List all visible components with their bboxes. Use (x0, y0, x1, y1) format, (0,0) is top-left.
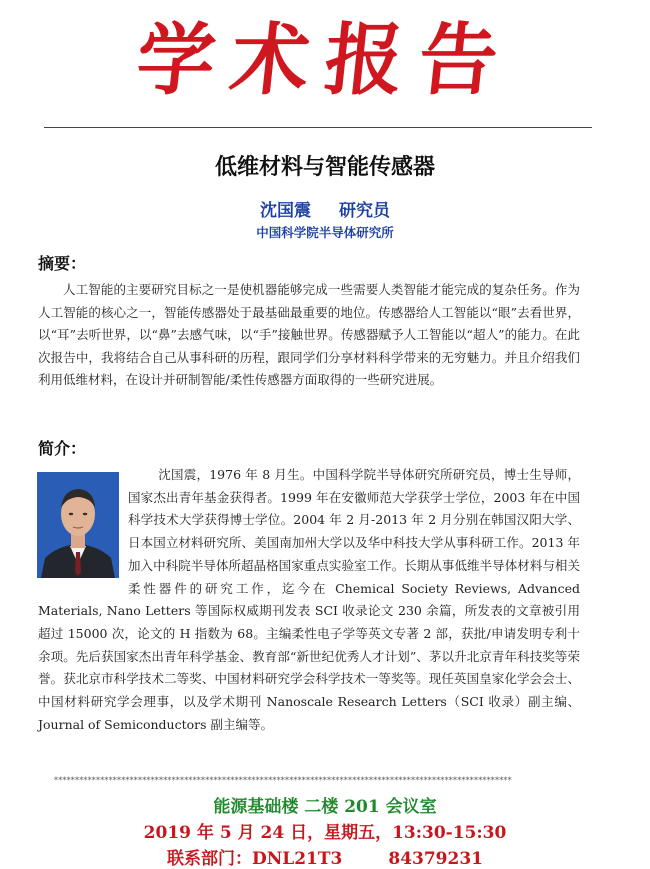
abstract-text: 人工智能的主要研究目标之一是使机器能够完成一些需要人类智能才能完成的复杂任务。作为人工智能的核心之一，智能传感器处于最基础最重要的地位。传感器给人工智能以“眼”去看世界，以“耳”去听世界，以“鼻”去感气味，以“手”接触世界。传感器赋予人工智能以“超人”的能力。在此次报告中，我将结合自己从事科研的历程，跟同学们分享材料科学带来的无穷魅力。并且介绍我们利用低维材料，在设计并研制智能/柔性传感器方面取得的一些研究进展。 (38, 282, 580, 388)
poster-title: 学术报告 (132, 15, 518, 106)
bio-body: 沈国震，1976 年 8 月生。中国科学院半导体研究所研究员，博士生导师，国家杰出青年基金获得者。1999 年在安徽师范大学获学士学位，2003 年在中国科学技术大学获得博士学位。2004 年 2 月-2013 年 2 月分别在韩国汉阳大学、日本国立材料研究所、美国南加州大学以及华中科技大学从事科研工作。2013 年加入中科院半导体所超晶格国家重点实验室工作。长期从事低维半导体材料与相关柔性器件的研究工作，迄今在 Chemical Society Reviews, Advanced Materials, Nano Letters 等国际权威期刊发表 SCI 收录论文 230 余篇，所发表的文章被引用超过 15000 次，论文的 H 指数为 68。主编柔性电子学等英文专著 2 部，获批/申请发明专利十余项。先后获国家杰出青年科学基金、教育部“新世纪优秀人才计划”、茅以升北京青年科技奖等荣誉。获北京市科学技术二等奖、中国材料研究学会科学技术一等奖等。现任英国皇家化学会会士、中国材料研究学会理事，以及学术期刊 Nanoscale Research Letters（SCI 收录）副主编、Journal of Semiconductors 副主编等。 (38, 467, 580, 732)
speaker-line (0, 196, 650, 221)
contact-phone: 84379231 (388, 849, 483, 869)
event-datetime: 2019 年 5 月 24 日，星期五，13:30-15:30 (143, 823, 507, 843)
abstract-heading: 摘要： (38, 254, 87, 273)
star-divider: ************************************************************************************************************* (54, 776, 512, 785)
speaker-title: 研究员 (339, 201, 390, 221)
bio-heading: 简介： (38, 439, 87, 458)
event-venue: 能源基础楼 二楼 201 会议室 (213, 797, 437, 817)
speaker-name: 沈国震 (260, 201, 311, 221)
title-divider (44, 127, 592, 128)
event-contact (0, 844, 650, 869)
speaker-affiliation: 中国科学院半导体研究所 (256, 225, 394, 240)
talk-title: 低维材料与智能传感器 (214, 155, 435, 180)
bio-text (38, 464, 580, 736)
contact-department: 联系部门：DNL21T3 (166, 849, 343, 869)
